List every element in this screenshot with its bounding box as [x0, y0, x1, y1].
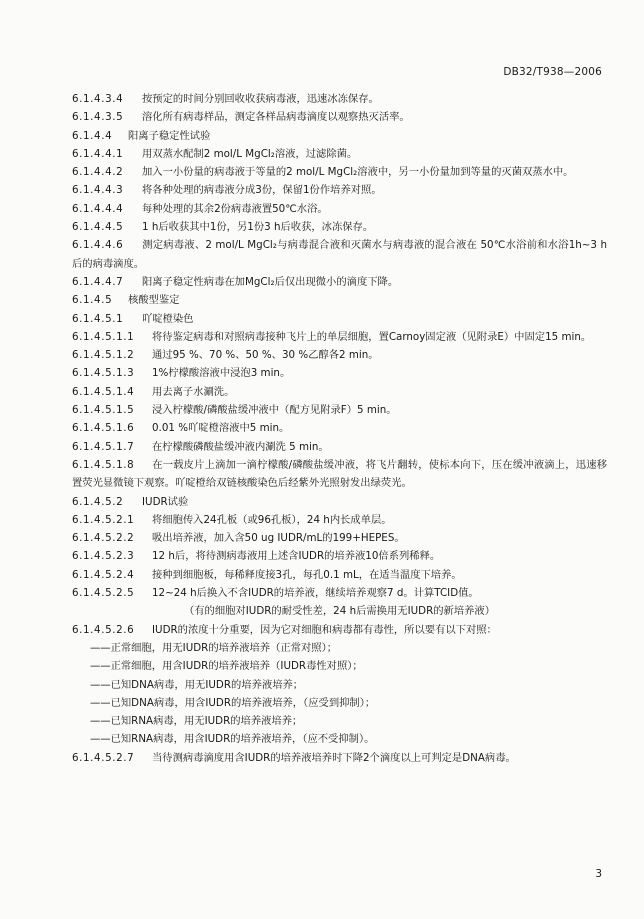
clause-text: 1 h后收获其中1份，另1份3 h后收获，冰冻保存。 — [142, 221, 374, 234]
clause-text: 12 h后，将待测病毒液用上述含IUDR的培养液10倍系列稀释。 — [152, 550, 441, 563]
list-item — [72, 730, 607, 748]
clause-6-1-4-4-2 — [72, 163, 607, 181]
list-item-text: ——已知DNA病毒，用无IUDR的培养液培养； — [90, 678, 304, 691]
clause-6-1-4-4-6 — [72, 236, 607, 273]
clause-number: 6.1.4.4.2 — [72, 166, 124, 179]
clause-6-1-4-4-4 — [72, 200, 607, 218]
clause-number: 6.1.4.5.1.3 — [72, 367, 135, 380]
clause-text: 当待测病毒滴度用含IUDR的培养液培养时下降2个滴度以上可判定是DNA病毒。 — [152, 751, 516, 764]
clause-6-1-4-4-3 — [72, 181, 607, 199]
clause-number: 6.1.4.4.5 — [72, 221, 124, 234]
clause-number: 6.1.4.5.2.7 — [72, 751, 135, 764]
list-item-text: ——正常细胞，用含IUDR的培养液培养（IUDR毒性对照）； — [90, 660, 363, 673]
clause-number: 6.1.4.3.5 — [72, 111, 124, 124]
clause-6-1-4-5-1-6 — [72, 419, 607, 437]
list-item-text: ——正常细胞，用无IUDR的培养液培养（正常对照）； — [90, 641, 338, 654]
clause-text: 每种处理的其余2份病毒液置50℃水浴。 — [142, 202, 328, 215]
clause-6-1-4-5-1-4 — [72, 383, 607, 401]
section-title: 阳离子稳定性试验 — [128, 129, 211, 142]
clause-number: 6.1.4.5.1.8 — [72, 458, 135, 471]
clause-6-1-4-5-2-1 — [72, 511, 607, 529]
clause-6-1-4-5-2-3 — [72, 547, 607, 565]
clause-text: 在柠檬酸磷酸盐缓冲液内涮洗 5 min。 — [152, 440, 329, 453]
subsection-heading-6-1-4-5-1 — [72, 310, 607, 328]
clause-number: 6.1.4.5.2.2 — [72, 532, 135, 545]
clause-text: 将细胞传入24孔板（或96孔板），24 h内长成单层。 — [152, 513, 392, 526]
section-title: 核酸型鉴定 — [128, 294, 180, 307]
list-item-text: ——已知DNA病毒，用含IUDR的培养液培养，（应受到抑制）； — [90, 696, 376, 709]
clause-6-1-4-5-2-6 — [72, 621, 607, 639]
clause-text: 12~24 h后换入不含IUDR的培养液，继续培养观察7 d。计算TCID值。 — [152, 587, 479, 600]
clause-text: 将待鉴定病毒和对照病毒接种飞片上的单层细胞，置Carnoy固定液（见附录E）中固定15 min。 — [152, 330, 592, 343]
subsection-heading-6-1-4-5-2 — [72, 493, 607, 511]
clause-6-1-4-5-1-8 — [72, 456, 607, 493]
clause-number: 6.1.4.4.1 — [72, 147, 124, 160]
list-item — [72, 676, 607, 694]
clause-6-1-4-5-2-2 — [72, 529, 607, 547]
clause-text: 0.01 %吖啶橙溶液中5 min。 — [152, 422, 290, 435]
clause-6-1-4-5-1-7 — [72, 438, 607, 456]
clause-number: 6.1.4.5.2.1 — [72, 513, 135, 526]
clause-text: 将各种处理的病毒液分成3份，保留1份作培养对照。 — [142, 184, 382, 197]
clause-text: 加入一小份量的病毒液于等量的2 mol/L MgCl₂溶液中，另一小份量加到等量的灭菌双蒸水中。 — [142, 166, 574, 179]
clause-text: 1%柠檬酸溶液中浸泡3 min。 — [152, 367, 291, 380]
clause-6-1-4-3-4 — [72, 90, 607, 108]
clause-text: 在一载皮片上滴加一滴柠檬酸/磷酸盐缓冲液，将飞片翻转，使标本向下，压在缓冲液滴上，迅速移置荧光显微镜下观察。吖啶橙给双链核酸染色后经紫外光照射发出绿荧光。 — [72, 458, 607, 490]
clause-text: 按预定的时间分别回收收获病毒液，迅速冰冻保存。 — [142, 93, 379, 105]
clause-6-1-4-4-5 — [72, 218, 607, 236]
document-body — [72, 90, 607, 767]
section-title: 吖啶橙染色 — [142, 312, 194, 325]
clause-number: 6.1.4.3.4 — [72, 93, 124, 105]
clause-text: 接种到细胞板，每稀释度接3孔，每孔0.1 mL，在适当温度下培养。 — [152, 568, 462, 581]
list-item — [72, 694, 607, 712]
section-heading-6-1-4-4 — [72, 127, 607, 145]
clause-6-1-4-4-7 — [72, 273, 607, 291]
clause-number: 6.1.4.5.2.5 — [72, 587, 135, 600]
clause-text: 溶化所有病毒样品，测定各样品病毒滴度以观察热灭活率。 — [142, 111, 410, 124]
clause-number: 6.1.4.5.1.6 — [72, 422, 135, 435]
clause-number: 6.1.4.5.1.7 — [72, 440, 135, 453]
clause-number: 6.1.4.5.1.5 — [72, 404, 135, 417]
clause-6-1-4-3-5 — [72, 108, 607, 126]
clause-6-1-4-5-1-5 — [72, 401, 607, 419]
clause-text: 浸入柠檬酸/磷酸盐缓冲液中（配方见附录F）5 min。 — [152, 404, 397, 417]
clause-number: 6.1.4.5.2.6 — [72, 623, 135, 636]
clause-number: 6.1.4.4.7 — [72, 275, 124, 288]
clause-number: 6.1.4.5.1.1 — [72, 330, 135, 343]
clause-6-1-4-5-2-5 — [72, 584, 607, 602]
list-item-text: ——已知RNA病毒，用含IUDR的培养液培养，（应不受抑制）。 — [90, 733, 375, 746]
clause-number: 6.1.4.5.1.4 — [72, 385, 135, 398]
list-item-text: ——已知RNA病毒，用无IUDR的培养液培养； — [90, 715, 303, 728]
clause-6-1-4-4-1 — [72, 145, 607, 163]
note-text: （有的细胞对IUDR的耐受性差，24 h后需换用无IUDR的新培养液） — [183, 605, 496, 618]
list-item — [72, 639, 607, 657]
clause-text: 阳离子稳定性病毒在加MgCl₂后仅出现微小的滴度下降。 — [142, 275, 399, 288]
clause-number: 6.1.4.4.3 — [72, 184, 124, 197]
note-line — [72, 602, 607, 620]
section-number: 6.1.4.4 — [72, 129, 113, 142]
clause-6-1-4-5-2-4 — [72, 566, 607, 584]
section-number: 6.1.4.5 — [72, 294, 113, 307]
clause-text: IUDR的浓度十分重要，因为它对细胞和病毒都有毒性，所以要有以下对照： — [152, 623, 497, 636]
section-number: 6.1.4.5.2 — [72, 495, 124, 508]
document-code: DB32/T938—2006 — [503, 66, 602, 78]
clause-6-1-4-5-1-1 — [72, 328, 607, 346]
page-number: 3 — [595, 868, 602, 880]
clause-text: 通过95 %、70 %、50 %、30 %乙醇各2 min。 — [152, 349, 379, 362]
clause-text: 吸出培养液，加入含50 ug IUDR/mL的199+HEPES。 — [152, 532, 405, 545]
section-number: 6.1.4.5.1 — [72, 312, 124, 325]
clause-number: 6.1.4.4.6 — [72, 239, 124, 252]
clause-text: 测定病毒液、2 mol/L MgCl₂与病毒混合液和灭菌水与病毒液的混合液在 50℃水浴前和水浴1h~3 h后的病毒滴度。 — [72, 239, 607, 270]
clause-text: 用双蒸水配制2 mol/L MgCl₂溶液，过滤除菌。 — [142, 147, 358, 160]
clause-number: 6.1.4.5.1.2 — [72, 349, 135, 362]
list-item — [72, 657, 607, 675]
clause-6-1-4-5-2-7 — [72, 749, 607, 767]
clause-number: 6.1.4.4.4 — [72, 202, 124, 215]
section-heading-6-1-4-5 — [72, 291, 607, 309]
clause-6-1-4-5-1-3 — [72, 364, 607, 382]
list-item — [72, 712, 607, 730]
section-title: IUDR试验 — [142, 495, 189, 508]
clause-number: 6.1.4.5.2.4 — [72, 568, 135, 581]
clause-number: 6.1.4.5.2.3 — [72, 550, 135, 563]
clause-6-1-4-5-1-2 — [72, 346, 607, 364]
clause-text: 用去离子水涮洗。 — [152, 385, 235, 398]
